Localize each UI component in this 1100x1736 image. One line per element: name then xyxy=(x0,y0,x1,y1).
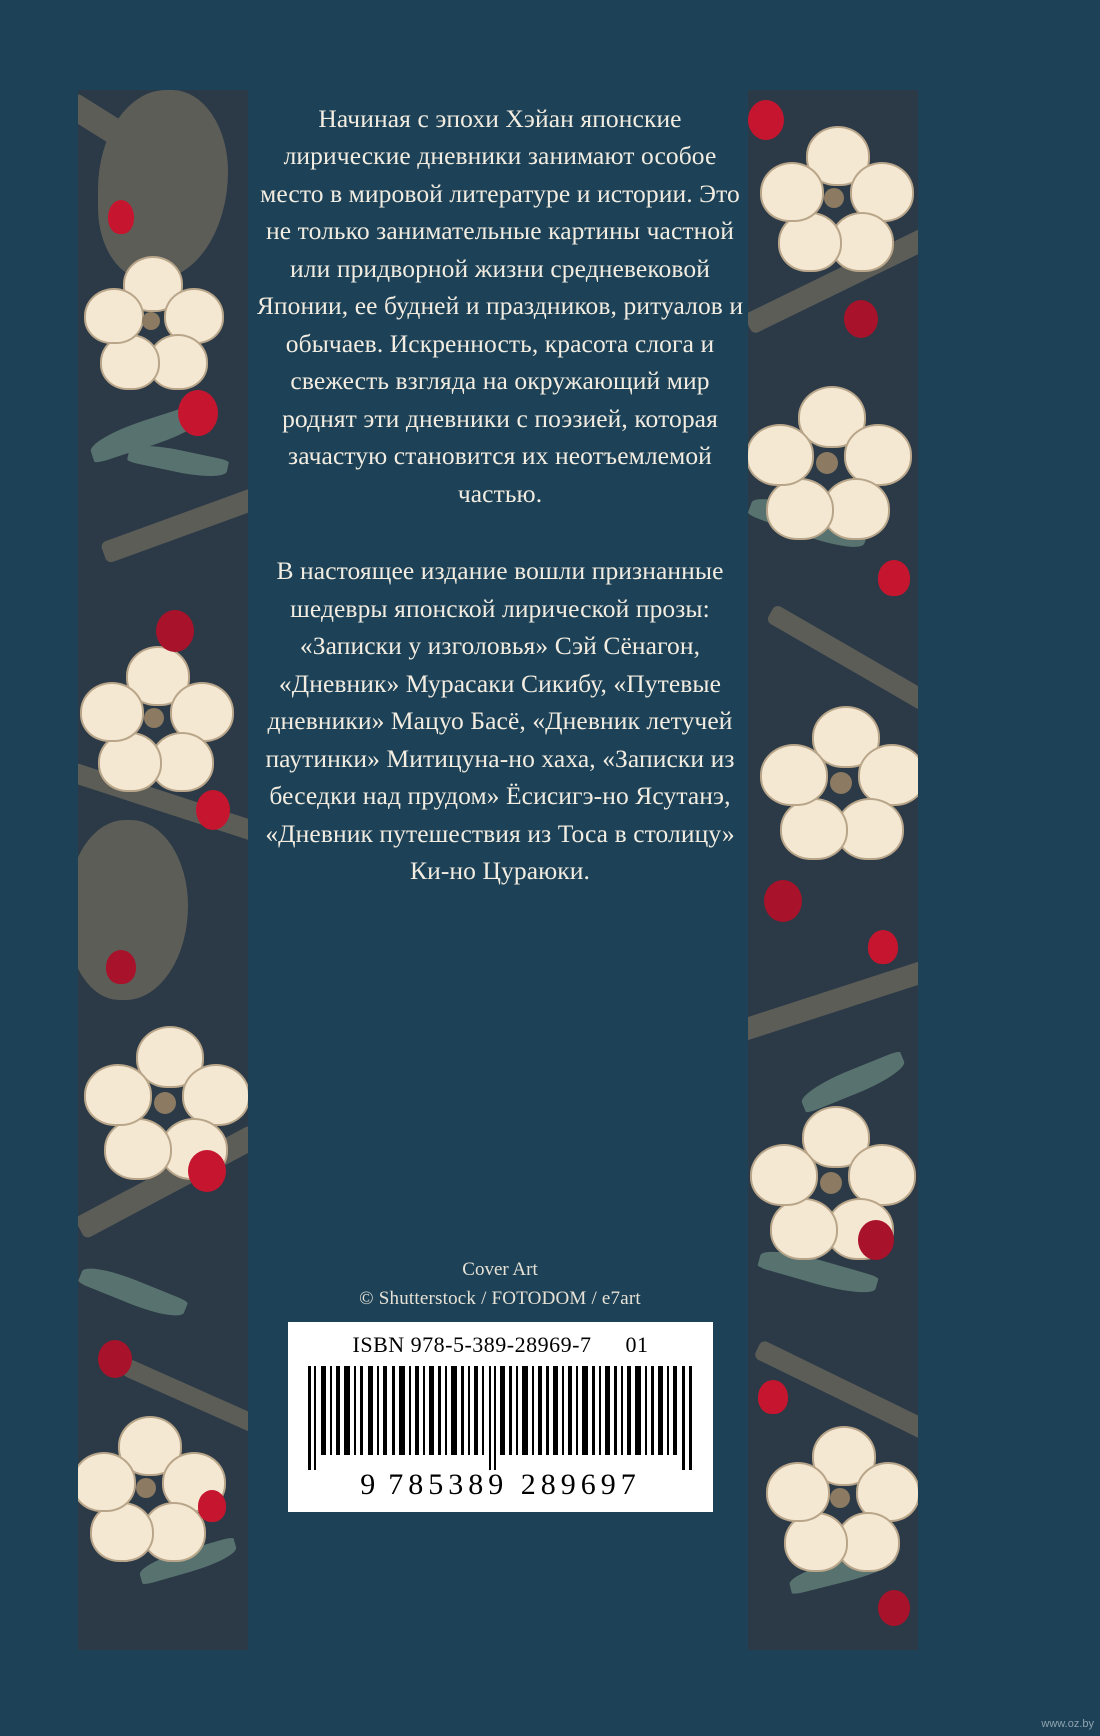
isbn-number: 978-5-389-28969-7 xyxy=(410,1332,592,1357)
leaf-mass-shape xyxy=(98,90,228,280)
bud-shape xyxy=(106,950,136,984)
blossom-shape xyxy=(754,390,904,540)
blossom-shape xyxy=(766,130,906,270)
bud-shape xyxy=(868,930,898,964)
blossom-shape xyxy=(86,650,226,790)
blossom-shape xyxy=(768,710,918,860)
blurb-container xyxy=(255,100,745,924)
bud-shape xyxy=(198,1490,226,1522)
leaf-shape xyxy=(798,1050,909,1113)
leaf-shape xyxy=(78,1260,188,1323)
bud-shape xyxy=(178,390,218,436)
isbn-addon: 01 xyxy=(625,1332,649,1357)
bud-shape xyxy=(878,1590,910,1626)
bud-shape xyxy=(764,880,802,922)
bud-shape xyxy=(748,100,784,140)
ean-digits: 785389 289697 xyxy=(388,1468,641,1501)
bud-shape xyxy=(188,1150,226,1192)
bud-shape xyxy=(98,1340,132,1378)
site-watermark: www.oz.by xyxy=(1041,1718,1094,1730)
bud-shape xyxy=(844,300,878,338)
leaf-shape xyxy=(127,440,229,482)
blurb-paragraph-1: Начиная с эпохи Хэйан японские лирические дневники занимают особое место в мировой литературе и истории. Это не только занимательные картины частной или придворной жизни средневековой Японии, ее будней и праздников, ритуалов и обычаев. Искренность, красота слога и свежесть взгляда на окружающий мир роднят эти дневники с поэзией, которая зачастую становится их неотъемлемой частью. xyxy=(256,104,744,508)
cover-art-credit: © Shutterstock / FOTODOM / e7art xyxy=(359,1287,641,1309)
barcode-digits xyxy=(288,1468,713,1502)
blossom-shape xyxy=(772,1430,912,1570)
blossom-shape xyxy=(88,260,218,390)
bud-shape xyxy=(156,610,194,652)
isbn-line xyxy=(288,1332,713,1358)
blurb-paragraph-2: В настоящее издание вошли признанные шедевры японской лирической прозы: «Записки у изголовья» Сэй Сёнагон, «Дневник» Мурасаки Сикибу, «Путевые дневники» Мацуо Басё, «Дневник летучей паутинки» Митицуна-но хаха, «Записки из беседки над прудом» Ёсисигэ-но Ясутанэ, «Дневник путешествия из Тоса в столицу» Ки-но Цураюки. xyxy=(265,556,735,886)
blossom-shape xyxy=(78,1420,218,1560)
barcode-bars xyxy=(308,1366,693,1470)
isbn-label: ISBN xyxy=(352,1332,405,1357)
branch-shape xyxy=(748,958,918,1044)
cover-art-credit-block xyxy=(255,1256,745,1313)
branch-shape xyxy=(766,604,918,716)
ean-lead-digit: 9 xyxy=(360,1468,381,1501)
bud-shape xyxy=(878,560,910,596)
barcode-block xyxy=(288,1322,713,1512)
bud-shape xyxy=(196,790,230,830)
branch-shape xyxy=(100,478,248,564)
bud-shape xyxy=(858,1220,894,1260)
bud-shape xyxy=(758,1380,788,1414)
bud-shape xyxy=(108,200,134,234)
decorative-panel-right xyxy=(748,90,918,1650)
decorative-panel-left xyxy=(78,90,248,1650)
cover-art-label: Cover Art xyxy=(462,1259,538,1280)
